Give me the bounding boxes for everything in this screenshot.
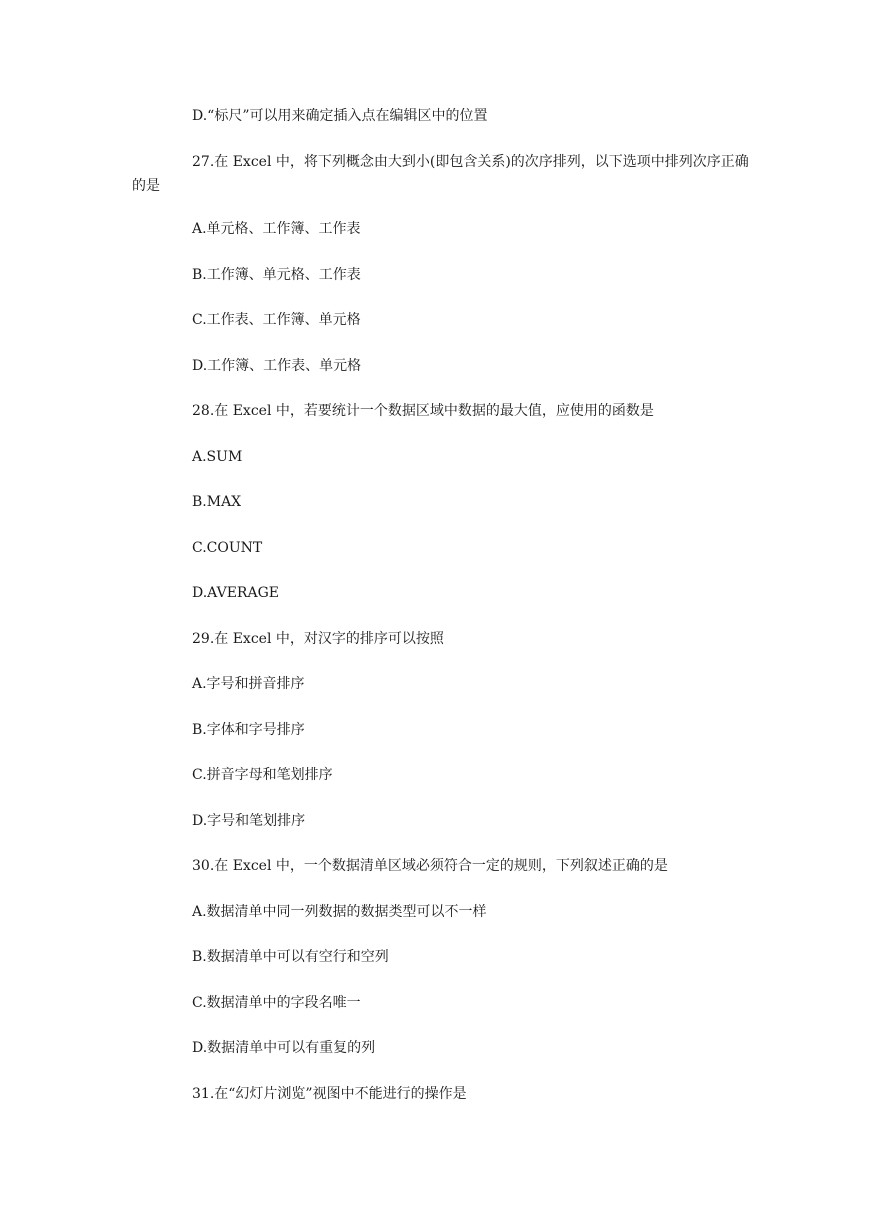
question-28-option-b: B.MAX [192, 494, 242, 510]
question-30-option-a: A.数据清单中同一列数据的数据类型可以不一样 [192, 904, 487, 920]
question-27-option-a: A.单元格、工作簿、工作表 [192, 221, 361, 237]
question-27-option-b: B.工作簿、单元格、工作表 [192, 267, 361, 283]
question-29-stem: 29.在 Excel 中，对汉字的排序可以按照 [192, 631, 444, 647]
question-28-option-d: D.AVERAGE [192, 585, 279, 601]
question-30-option-c: C.数据清单中的字段名唯一 [192, 995, 361, 1011]
question-31-stem: 31.在“幻灯片浏览”视图中不能进行的操作是 [192, 1086, 467, 1102]
question-28-option-a: A.SUM [192, 449, 243, 465]
question-29-option-a: A.字号和拼音排序 [192, 676, 305, 692]
prev-question-option-d: D.“标尺”可以用来确定插入点在编辑区中的位置 [192, 108, 488, 124]
question-29-option-c: C.拼音字母和笔划排序 [192, 767, 333, 783]
question-27-option-c: C.工作表、工作簿、单元格 [192, 312, 361, 328]
question-27-stem: 27.在 Excel 中，将下列概念由大到小(即包含关系)的次序排列，以下选项中排列次序正确的是 [132, 154, 749, 194]
question-29-option-d: D.字号和笔划排序 [192, 813, 306, 829]
question-28-stem: 28.在 Excel 中，若要统计一个数据区域中数据的最大值，应使用的函数是 [192, 403, 654, 419]
question-27-option-d: D.工作簿、工作表、单元格 [192, 358, 362, 374]
question-30-stem: 30.在 Excel 中，一个数据清单区域必须符合一定的规则，下列叙述正确的是 [192, 858, 668, 874]
question-28-option-c: C.COUNT [192, 540, 263, 556]
question-30-option-d: D.数据清单中可以有重复的列 [192, 1040, 376, 1056]
question-30-option-b: B.数据清单中可以有空行和空列 [192, 949, 389, 965]
question-29-option-b: B.字体和字号排序 [192, 722, 305, 738]
